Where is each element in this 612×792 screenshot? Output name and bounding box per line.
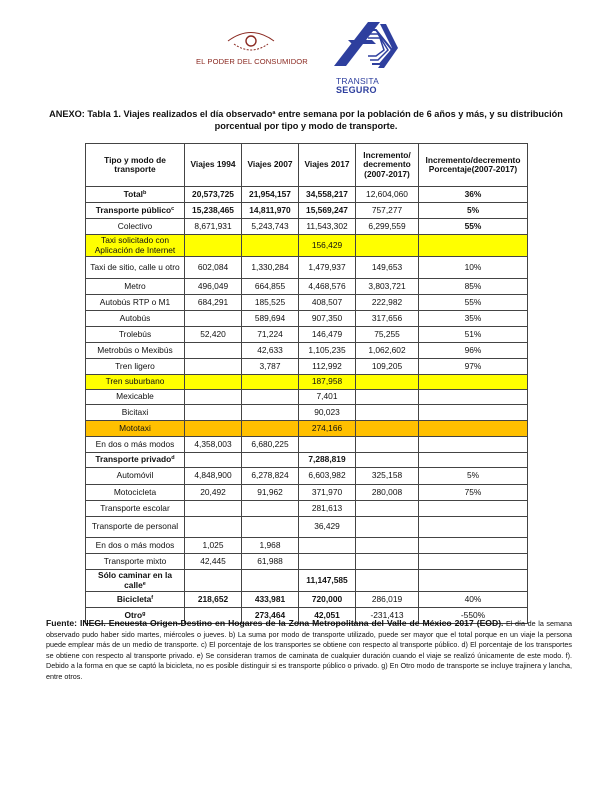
cell-1994 bbox=[185, 405, 242, 421]
table-row bbox=[86, 327, 528, 343]
footnote-marker: f bbox=[151, 594, 154, 601]
cell-percentage: 5% bbox=[419, 203, 528, 219]
mode-label: Bicicleta bbox=[116, 593, 152, 604]
cell-2007: 664,855 bbox=[242, 279, 299, 295]
cell-increment bbox=[356, 421, 419, 437]
transita-seguro-logo bbox=[328, 18, 400, 95]
mode-label: Trolebús bbox=[118, 328, 152, 339]
cell-1994: 52,420 bbox=[185, 327, 242, 343]
cell-1994 bbox=[185, 375, 242, 390]
mode-label: Bicitaxi bbox=[121, 406, 149, 417]
cell-1994 bbox=[185, 517, 242, 538]
cell-2017: 15,569,247 bbox=[299, 203, 356, 219]
cell-increment: 280,008 bbox=[356, 485, 419, 501]
table-row bbox=[86, 257, 528, 279]
cell-mode bbox=[86, 453, 185, 468]
cell-increment bbox=[356, 375, 419, 390]
cell-mode bbox=[86, 592, 185, 608]
mode-label: En dos o más modos bbox=[95, 539, 175, 550]
cell-1994: 15,238,465 bbox=[185, 203, 242, 219]
cell-increment: 317,656 bbox=[356, 311, 419, 327]
cell-percentage bbox=[419, 405, 528, 421]
cell-percentage: 35% bbox=[419, 311, 528, 327]
cell-increment bbox=[356, 570, 419, 592]
cell-percentage: -550% bbox=[419, 608, 528, 624]
mode-label: Transporte público bbox=[95, 204, 172, 215]
footnote bbox=[46, 618, 572, 683]
header-2017: Viajes 2017 bbox=[299, 144, 356, 187]
cell-1994: 8,671,931 bbox=[185, 219, 242, 235]
cell-mode bbox=[86, 405, 185, 421]
cell-increment: 109,205 bbox=[356, 359, 419, 375]
cell-mode bbox=[86, 343, 185, 359]
cell-1994: 4,848,900 bbox=[185, 468, 242, 485]
mode-label: Colectivo bbox=[117, 220, 153, 231]
cell-percentage bbox=[419, 421, 528, 437]
table-row bbox=[86, 538, 528, 554]
mode-label: Otro bbox=[124, 609, 143, 620]
cell-increment: -231,413 bbox=[356, 608, 419, 624]
transita-seguro-mark-icon bbox=[328, 18, 400, 78]
mode-label: Tren ligero bbox=[115, 360, 155, 371]
table-row bbox=[86, 343, 528, 359]
cell-1994: 20,492 bbox=[185, 485, 242, 501]
cell-mode bbox=[86, 517, 185, 538]
cell-1994 bbox=[185, 570, 242, 592]
mode-label: Autobús bbox=[119, 312, 151, 323]
cell-2017: 90,023 bbox=[299, 405, 356, 421]
cell-2017: 7,401 bbox=[299, 390, 356, 405]
cell-1994: 1,025 bbox=[185, 538, 242, 554]
table-row bbox=[86, 295, 528, 311]
cell-percentage: 85% bbox=[419, 279, 528, 295]
mode-label: Transporte mixto bbox=[103, 555, 167, 566]
cell-2017: 4,468,576 bbox=[299, 279, 356, 295]
cell-2007: 5,243,743 bbox=[242, 219, 299, 235]
cell-2007 bbox=[242, 375, 299, 390]
logo-right-line2: SEGURO bbox=[336, 85, 377, 95]
cell-1994: 602,084 bbox=[185, 257, 242, 279]
cell-increment bbox=[356, 437, 419, 453]
cell-increment: 3,803,721 bbox=[356, 279, 419, 295]
cell-2007: 42,633 bbox=[242, 343, 299, 359]
cell-percentage: 55% bbox=[419, 219, 528, 235]
cell-1994: 4,358,003 bbox=[185, 437, 242, 453]
table-row bbox=[86, 453, 528, 468]
cell-increment: 12,604,060 bbox=[356, 187, 419, 203]
cell-2007: 185,525 bbox=[242, 295, 299, 311]
title-prefix: ANEXO: Tabla 1. Viajes realizados el día observado bbox=[49, 109, 273, 119]
mode-label: Taxi de sitio, calle u otro bbox=[90, 261, 180, 272]
cell-mode bbox=[86, 468, 185, 485]
cell-percentage bbox=[419, 501, 528, 517]
cell-increment: 325,158 bbox=[356, 468, 419, 485]
table-row bbox=[86, 311, 528, 327]
cell-mode bbox=[86, 570, 185, 592]
cell-mode bbox=[86, 203, 185, 219]
table-row bbox=[86, 592, 528, 608]
mode-label: Transporte privado bbox=[95, 454, 172, 465]
cell-2007 bbox=[242, 405, 299, 421]
cell-2017: 408,507 bbox=[299, 295, 356, 311]
table-row bbox=[86, 235, 528, 257]
cell-increment: 222,982 bbox=[356, 295, 419, 311]
cell-2007: 6,680,225 bbox=[242, 437, 299, 453]
cell-mode bbox=[86, 554, 185, 570]
mode-label: Taxi solicitado con Aplicación de Internet bbox=[94, 235, 176, 255]
cell-2017: 42,051 bbox=[299, 608, 356, 624]
cell-2007 bbox=[242, 421, 299, 437]
cell-percentage bbox=[419, 554, 528, 570]
cell-2007 bbox=[242, 453, 299, 468]
footnote-text: El día de la semana observado pudo haber sido martes, miércoles o jueves. b) La suma por modo de transporte utilizado, puede ser mayor que el total porque en un viaje la persona puede emplear más de un medio de transporte. c) El porcentaje de los transportes se obtiene con respecto al transporte público. d) El porcentaje de los transportes se obtiene con respecto al transporte privado. e) Se consideran tramos de caminata de cualquier duración cuando el viaje se realizó únicamente de este modo. f). Debido a la forma en que se captó la bicicleta, no es posible distinguir si es transporte público o privado. g) En Otro modo de transporte se incluye trajinera y lancha, entre otros. bbox=[46, 619, 572, 681]
cell-2017: 11,147,585 bbox=[299, 570, 356, 592]
cell-mode bbox=[86, 235, 185, 257]
cell-1994 bbox=[185, 311, 242, 327]
cell-2017: 187,958 bbox=[299, 375, 356, 390]
cell-percentage: 55% bbox=[419, 295, 528, 311]
table-row bbox=[86, 554, 528, 570]
cell-2007: 1,330,284 bbox=[242, 257, 299, 279]
cell-2017: 720,000 bbox=[299, 592, 356, 608]
cell-mode bbox=[86, 187, 185, 203]
cell-mode bbox=[86, 390, 185, 405]
cell-increment bbox=[356, 538, 419, 554]
footnote-marker: e bbox=[142, 580, 146, 587]
mode-label: Autobús RTP o M1 bbox=[99, 296, 171, 307]
cell-mode bbox=[86, 257, 185, 279]
table-row bbox=[86, 219, 528, 235]
footnote-source: Fuente: INEGI. Encuesta Origen-Destino en Hogares de la Zona Metropolitana del Valle de México 2017 (EOD). bbox=[46, 618, 504, 628]
cell-percentage bbox=[419, 437, 528, 453]
cell-2007: 21,954,157 bbox=[242, 187, 299, 203]
cell-increment: 6,299,559 bbox=[356, 219, 419, 235]
cell-1994: 684,291 bbox=[185, 295, 242, 311]
cell-mode bbox=[86, 279, 185, 295]
cell-2007: 273,464 bbox=[242, 608, 299, 624]
cell-mode bbox=[86, 421, 185, 437]
cell-2017: 274,166 bbox=[299, 421, 356, 437]
table-row bbox=[86, 187, 528, 203]
header-increment: Incremento/ decremento (2007-2017) bbox=[356, 144, 419, 187]
mode-label: Transporte escolar bbox=[100, 502, 170, 513]
cell-increment bbox=[356, 517, 419, 538]
header-mode: Tipo y modo de transporte bbox=[86, 144, 185, 187]
mode-label: Total bbox=[123, 188, 143, 199]
cell-1994: 496,049 bbox=[185, 279, 242, 295]
cell-2017: 371,970 bbox=[299, 485, 356, 501]
table-row bbox=[86, 359, 528, 375]
mode-label: Motocicleta bbox=[113, 486, 157, 497]
mode-label: En dos o más modos bbox=[95, 438, 175, 449]
mode-label: Tren suburbano bbox=[105, 376, 165, 387]
cell-increment bbox=[356, 235, 419, 257]
header-2007: Viajes 2007 bbox=[242, 144, 299, 187]
cell-percentage: 97% bbox=[419, 359, 528, 375]
mode-label: Mototaxi bbox=[119, 422, 151, 433]
cell-2017 bbox=[299, 437, 356, 453]
title-sup: a bbox=[272, 110, 276, 116]
cell-percentage: 51% bbox=[419, 327, 528, 343]
logo-left-text: EL PODER DEL CONSUMIDOR bbox=[196, 57, 308, 66]
travel-data-table bbox=[85, 143, 528, 624]
cell-percentage: 75% bbox=[419, 485, 528, 501]
cell-2017: 112,992 bbox=[299, 359, 356, 375]
table-row bbox=[86, 203, 528, 219]
cell-increment: 286,019 bbox=[356, 592, 419, 608]
cell-2017: 6,603,982 bbox=[299, 468, 356, 485]
cell-2007: 91,962 bbox=[242, 485, 299, 501]
mode-label: Transporte de personal bbox=[91, 521, 179, 532]
cell-increment bbox=[356, 390, 419, 405]
cell-mode bbox=[86, 538, 185, 554]
cell-percentage: 36% bbox=[419, 187, 528, 203]
cell-1994: 42,445 bbox=[185, 554, 242, 570]
table-row bbox=[86, 390, 528, 405]
cell-increment: 757,277 bbox=[356, 203, 419, 219]
footnote-marker: c bbox=[171, 205, 175, 212]
cell-2007: 71,224 bbox=[242, 327, 299, 343]
cell-percentage bbox=[419, 390, 528, 405]
cell-1994 bbox=[185, 501, 242, 517]
cell-2007 bbox=[242, 501, 299, 517]
cell-mode bbox=[86, 375, 185, 390]
cell-2007 bbox=[242, 570, 299, 592]
cell-2017: 11,543,302 bbox=[299, 219, 356, 235]
cell-increment: 149,653 bbox=[356, 257, 419, 279]
mode-label: Sólo caminar en la calle bbox=[97, 570, 172, 590]
cell-percentage: 10% bbox=[419, 257, 528, 279]
cell-percentage bbox=[419, 375, 528, 390]
cell-2007: 6,278,824 bbox=[242, 468, 299, 485]
mode-label: Metro bbox=[124, 280, 146, 291]
cell-increment bbox=[356, 501, 419, 517]
cell-mode bbox=[86, 219, 185, 235]
mode-label: Metrobús o Mexibús bbox=[97, 344, 173, 355]
table-row bbox=[86, 501, 528, 517]
cell-percentage: 40% bbox=[419, 592, 528, 608]
footnote-marker: d bbox=[171, 455, 175, 462]
logo-right-line1: TRANSITA bbox=[336, 76, 380, 86]
table-row bbox=[86, 570, 528, 592]
cell-2007: 3,787 bbox=[242, 359, 299, 375]
cell-2007: 14,811,970 bbox=[242, 203, 299, 219]
cell-percentage bbox=[419, 235, 528, 257]
mode-label: Automóvil bbox=[116, 470, 154, 481]
cell-mode bbox=[86, 327, 185, 343]
cell-2017: 146,479 bbox=[299, 327, 356, 343]
cell-1994 bbox=[185, 343, 242, 359]
eye-icon bbox=[226, 30, 276, 52]
cell-increment bbox=[356, 405, 419, 421]
cell-mode bbox=[86, 295, 185, 311]
cell-mode bbox=[86, 485, 185, 501]
cell-increment bbox=[356, 554, 419, 570]
cell-2017: 1,105,235 bbox=[299, 343, 356, 359]
cell-2007: 61,988 bbox=[242, 554, 299, 570]
title-suffix: entre semana por la población de 6 años y más, y su distribución porcentual por tipo y modo de transporte. bbox=[214, 109, 563, 131]
el-poder-del-consumidor-logo bbox=[196, 30, 306, 66]
cell-2007 bbox=[242, 517, 299, 538]
table-row bbox=[86, 468, 528, 485]
footnote-marker: g bbox=[142, 610, 146, 617]
mode-label: Mexicable bbox=[116, 391, 154, 402]
cell-1994 bbox=[185, 421, 242, 437]
cell-mode bbox=[86, 311, 185, 327]
table-body bbox=[86, 187, 528, 624]
cell-1994 bbox=[185, 453, 242, 468]
cell-percentage bbox=[419, 570, 528, 592]
cell-mode bbox=[86, 359, 185, 375]
cell-percentage: 5% bbox=[419, 468, 528, 485]
table-row bbox=[86, 437, 528, 453]
table-title bbox=[40, 108, 572, 132]
table-row bbox=[86, 279, 528, 295]
cell-percentage bbox=[419, 538, 528, 554]
header-1994: Viajes 1994 bbox=[185, 144, 242, 187]
table-row bbox=[86, 375, 528, 390]
cell-percentage bbox=[419, 517, 528, 538]
cell-1994 bbox=[185, 359, 242, 375]
table-row bbox=[86, 517, 528, 538]
cell-increment: 75,255 bbox=[356, 327, 419, 343]
table-row bbox=[86, 405, 528, 421]
cell-increment: 1,062,602 bbox=[356, 343, 419, 359]
cell-2007: 433,981 bbox=[242, 592, 299, 608]
cell-2017 bbox=[299, 554, 356, 570]
cell-2017 bbox=[299, 538, 356, 554]
footnote-marker: b bbox=[143, 189, 147, 196]
table-row bbox=[86, 421, 528, 437]
cell-increment bbox=[356, 453, 419, 468]
cell-2017: 907,350 bbox=[299, 311, 356, 327]
cell-2017: 281,613 bbox=[299, 501, 356, 517]
cell-percentage bbox=[419, 453, 528, 468]
cell-1994 bbox=[185, 235, 242, 257]
table-row bbox=[86, 485, 528, 501]
cell-2007: 589,694 bbox=[242, 311, 299, 327]
cell-2007 bbox=[242, 390, 299, 405]
cell-1994: 20,573,725 bbox=[185, 187, 242, 203]
cell-percentage: 96% bbox=[419, 343, 528, 359]
cell-2017: 34,558,217 bbox=[299, 187, 356, 203]
cell-2007: 1,968 bbox=[242, 538, 299, 554]
cell-2007 bbox=[242, 235, 299, 257]
cell-2017: 36,429 bbox=[299, 517, 356, 538]
cell-mode bbox=[86, 437, 185, 453]
cell-1994: 218,652 bbox=[185, 592, 242, 608]
cell-mode bbox=[86, 501, 185, 517]
cell-2017: 156,429 bbox=[299, 235, 356, 257]
header-percentage: Incremento/decremento Porcentaje(2007-2017) bbox=[419, 144, 528, 187]
cell-1994 bbox=[185, 390, 242, 405]
header-row bbox=[86, 144, 528, 187]
cell-2017: 1,479,937 bbox=[299, 257, 356, 279]
cell-2017: 7,288,819 bbox=[299, 453, 356, 468]
